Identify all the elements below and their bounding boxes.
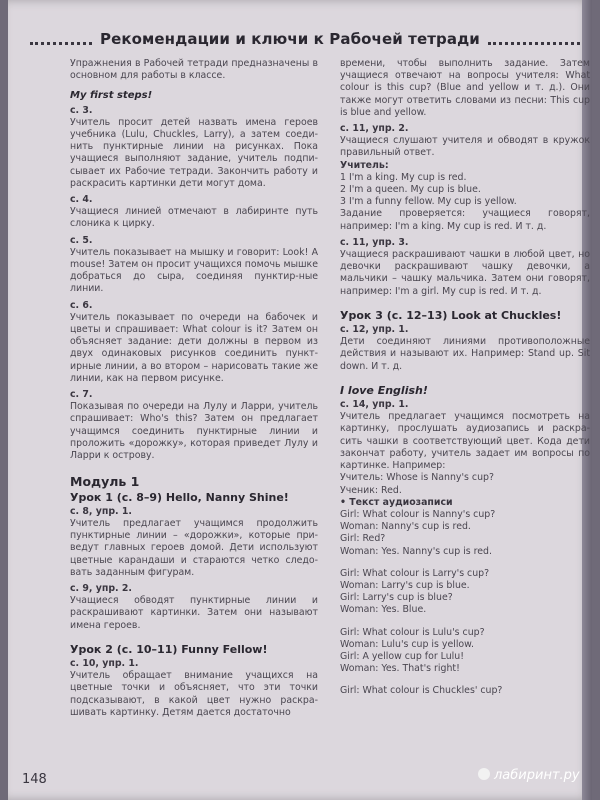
exercise-text: Показывая по очереди на Лулу и Ларри, учитель спрашивает: Who's this? Затем он предлагает учащимся соединить пунктирные линии и проложить «дорожку», которая приведет Лулу и Ларри к острову. bbox=[70, 401, 318, 462]
exercise-text: Учащиеся раскрашивают чашки в любой цвет, но девочки раскрашивают чашку девочки, а мальчики – чашку мальчика. Затем они говорят, например: I'm a girl. My cup is red. И т. д. bbox=[340, 249, 590, 297]
dialog-line: Girl: What colour is Lulu's cup? bbox=[340, 626, 485, 638]
student-answer: Ученик: Red. bbox=[340, 484, 402, 496]
exercise-page-ref: с. 11, упр. 3. bbox=[340, 236, 409, 248]
teacher-line: 3 I'm a funny fellow. My cup is yellow. bbox=[340, 196, 517, 208]
exercise-text: Учащиеся слушают учителя и обводят в кружок правильный ответ. bbox=[340, 135, 590, 159]
header-dotted-rule-left bbox=[30, 42, 92, 45]
dialog-line: Woman: Yes. That's right! bbox=[340, 663, 460, 675]
exercise-page-ref: с. 5. bbox=[70, 234, 93, 246]
section-title-i-love-english: I love English! bbox=[340, 383, 428, 397]
lesson-title: Урок 2 (с. 10–11) Funny Fellow! bbox=[70, 642, 268, 656]
dialog-line: Girl: What colour is Chuckles' cup? bbox=[340, 685, 503, 697]
exercise-text: Учитель обращает внимание учащихся на цветные точки и объясняет, что эти точки подсказывают, в какой цвет нужно раскра-шивать картинку. Детям дается достаточно bbox=[70, 670, 318, 718]
exercise-block bbox=[70, 389, 318, 462]
exercise-text: Учитель показывает по очереди на бабочек и цветы и спрашивает: What colour is it? Затем он объясняет задание: дети должны в первом из двух одинаковых рисунков соединить пункт-ирные линии, а во втором – нарисовать такие же линии, как на первом рисунке. bbox=[70, 311, 318, 384]
teacher-label: Учитель: bbox=[340, 159, 389, 171]
exercise-block bbox=[70, 105, 318, 190]
exercise-page-ref: с. 4. bbox=[70, 194, 93, 206]
spacer bbox=[340, 558, 590, 568]
exercise-block bbox=[70, 506, 318, 579]
watermark-text: лабиринт.ру bbox=[494, 768, 580, 783]
dialog-line: Woman: Yes. Blue. bbox=[340, 604, 427, 616]
spacer bbox=[340, 617, 590, 627]
dialog-line: Girl: What colour is Larry's cup? bbox=[340, 567, 490, 579]
exercise-page-ref: с. 10, упр. 1. bbox=[70, 657, 139, 669]
exercise-page-ref: с. 11, упр. 2. bbox=[340, 123, 409, 135]
exercise-block bbox=[70, 583, 318, 632]
spacer bbox=[340, 675, 590, 685]
right-column bbox=[340, 58, 590, 698]
module-title: Модуль 1 bbox=[70, 474, 140, 490]
exercise-text: Учащиеся обводят пунктирные линии и раскрашивают картинки. Затем они называют имена героев. bbox=[70, 595, 318, 631]
exercise-page-ref: с. 8, упр. 1. bbox=[70, 505, 132, 517]
page-header bbox=[30, 30, 582, 56]
lesson-title: Урок 3 (с. 12–13) Look at Chuckles! bbox=[340, 308, 562, 322]
dialog-line: Girl: Red? bbox=[340, 533, 386, 545]
exercise-text: Дети соединяют линиями противоположные действия и называют их. Например: Stand up. Sit down. И т. д. bbox=[340, 336, 590, 372]
exercise-text: Учитель показывает на мышку и говорит: Look! A mouse! Затем он просит учащихся помочь мышке добраться до сыра, соединяя пунктир-ные линии. bbox=[70, 246, 318, 295]
exercise-block bbox=[70, 194, 318, 231]
intro-text: Упражнения в Рабочей тетради предназначены в основном для работы в классе. bbox=[70, 58, 318, 82]
dialog-line: Girl: What colour is Nanny's cup? bbox=[340, 508, 496, 520]
exercise-page-ref: с. 7. bbox=[70, 389, 93, 401]
watermark-logo bbox=[478, 768, 580, 783]
exercise-text: Учащиеся линией отмечают в лабиринте путь слоника к цирку. bbox=[70, 206, 318, 230]
exercise-text: Учитель предлагает учащимся посмотреть на картинку, прослушать аудиозапись и раскра-сить чашки в соответствующий цвет. Кода дети закончат работу, учитель задает им вопросы по картинке. Например: bbox=[340, 411, 590, 472]
exercise-text: Учитель просит детей назвать имена героев учебника (Lulu, Chuckles, Larry), а затем соеди-нить пунктирные линии на рисунках. Пока учащиеся выполняют задание, учитель подпи-сывает их Рабочие тетради. Закончить работу и раскрасить картинки дети могут дома. bbox=[70, 116, 318, 189]
page-number: 148 bbox=[22, 772, 47, 787]
left-column bbox=[70, 58, 318, 719]
exercise-block bbox=[70, 658, 318, 719]
teacher-question: Учитель: Whose is Nanny's cup? bbox=[340, 472, 494, 484]
exercise-page-ref: с. 12, упр. 1. bbox=[340, 324, 409, 336]
continuation-text: времени, чтобы выполнить задание. Затем учащиеся отвечают на вопросы учителя: What colour is this cup? (Blue and yellow и т. д.). Они также могут ответить словами из песни: This cup is blue and yellow. bbox=[340, 58, 590, 118]
audio-script-title: • Текст аудиозаписи bbox=[340, 496, 453, 508]
book-page bbox=[8, 0, 592, 800]
dialog-line: Woman: Lulu's cup is yellow. bbox=[340, 638, 474, 650]
exercise-page-ref: с. 9, упр. 2. bbox=[70, 582, 132, 594]
logo-mark-icon bbox=[478, 768, 490, 780]
exercise-page-ref: с. 14, упр. 1. bbox=[340, 399, 409, 411]
exercise-block bbox=[70, 235, 318, 296]
exercise-page-ref: с. 6. bbox=[70, 299, 93, 311]
dialog-line: Girl: A yellow cup for Lulu! bbox=[340, 650, 464, 662]
dialog-line: Woman: Yes. Nanny's cup is red. bbox=[340, 545, 492, 557]
teacher-line: 2 I'm a queen. My cup is blue. bbox=[340, 184, 481, 196]
check-text: Задание проверяется: учащиеся говорят, например: I'm a king. My cup is red. И т. д. bbox=[340, 208, 590, 232]
page-title: Рекомендации и ключи к Рабочей тетради bbox=[100, 30, 480, 48]
exercise-block bbox=[70, 300, 318, 385]
exercise-page-ref: с. 3. bbox=[70, 104, 93, 116]
dialog-line: Woman: Larry's cup is blue. bbox=[340, 579, 470, 591]
dialog-line: Girl: Larry's cup is blue? bbox=[340, 592, 453, 604]
dialog-line: Woman: Nanny's cup is red. bbox=[340, 521, 471, 533]
teacher-line: 1 I'm a king. My cup is red. bbox=[340, 171, 467, 183]
header-dotted-rule-right bbox=[488, 42, 580, 45]
exercise-text: Учитель предлагает учащимся продолжить пунктирные линии – «дорожки», которые при-ведут главных героев домой. Дети используют цветные карандаши и стараются четко следо-вать заданным фигурам. bbox=[70, 517, 318, 578]
section-title-first-steps: My first steps! bbox=[70, 90, 153, 102]
lesson-title: Урок 1 (с. 8–9) Hello, Nanny Shine! bbox=[70, 490, 289, 504]
